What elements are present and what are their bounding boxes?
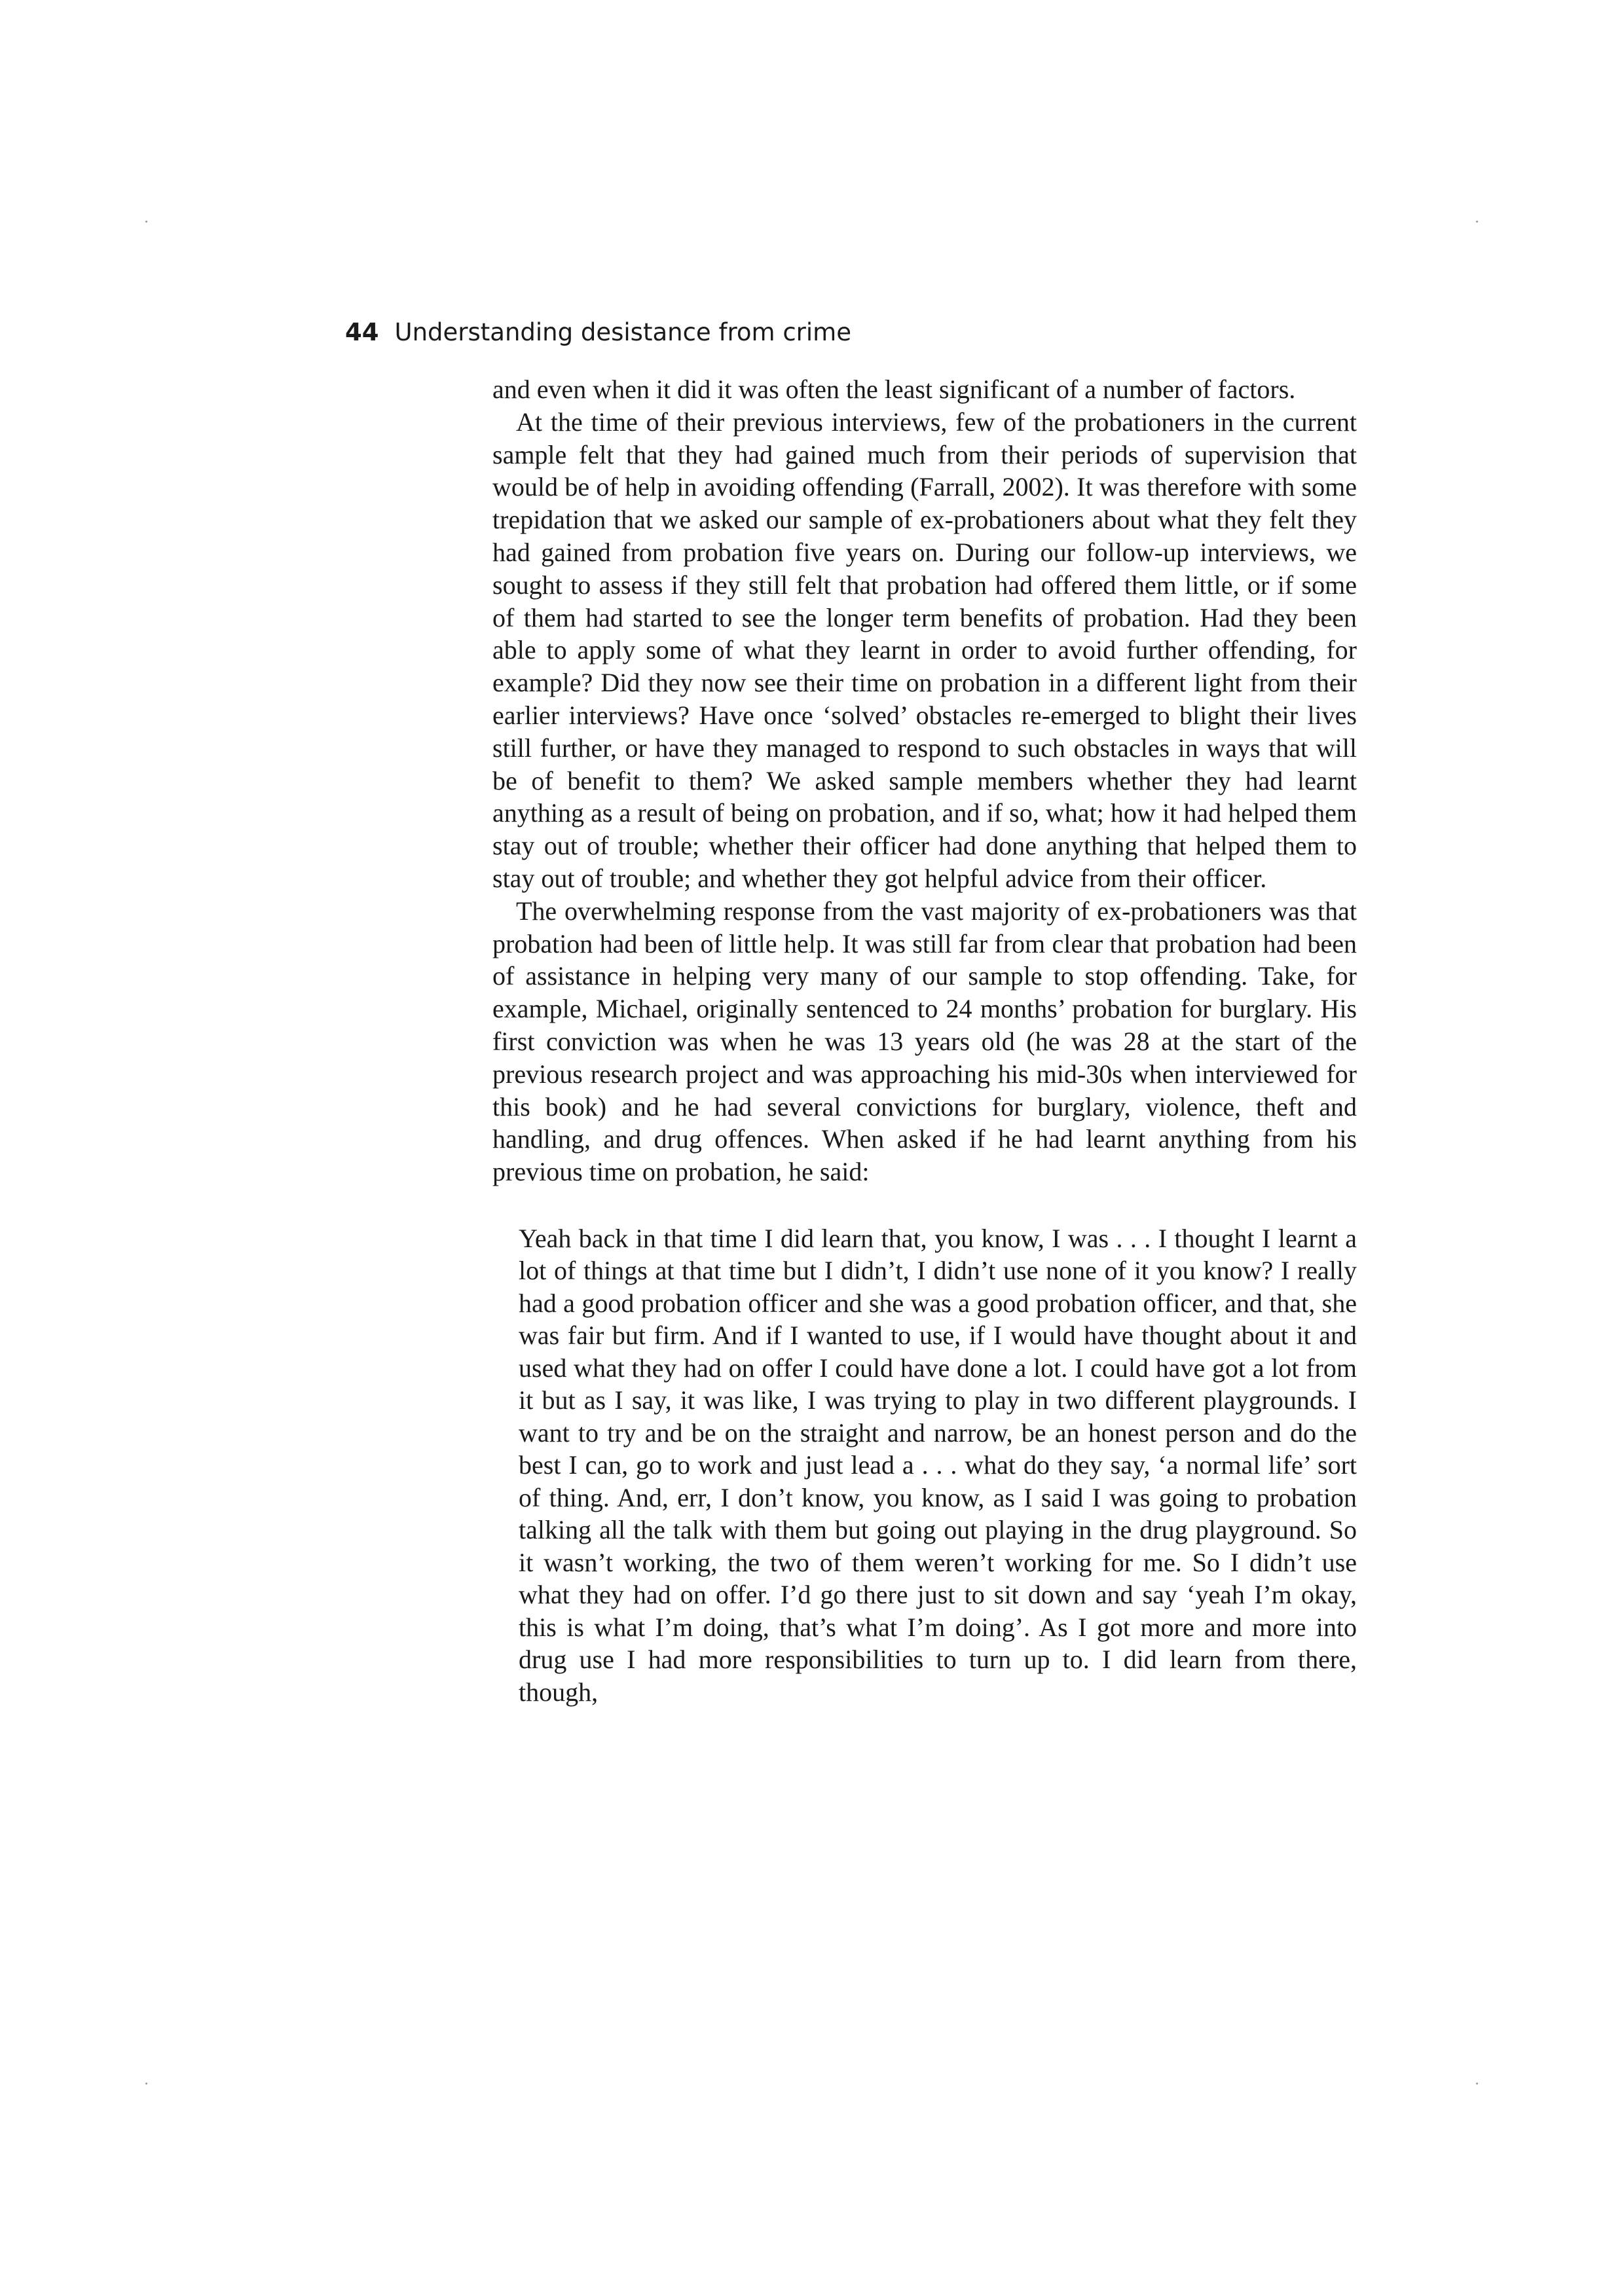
crop-mark-bottom-right [1476, 2083, 1478, 2085]
body-text [492, 373, 1357, 1708]
paragraph-continued: and even when it did it was often the least significant of a number of factors. [492, 374, 1296, 404]
block-quote: Yeah back in that time I did learn that, you know, I was . . . I thought I learnt a lot of things at that time but I didn’t, I didn’t use none of it you know? I really had a good probation officer and she was a good probation officer, and that, she was fair but firm. And if I wanted to use, if I would have thought about it and used what they had on offer I could have done a lot. I could have got a lot from it but as I say, it was like, I was trying to play in two different playgrounds. I want to try and be on the straight and narrow, be an honest person and do the best I can, go to work and just lead a . . . what do they say, ‘a normal life’ sort of thing. And, err, I don’t know, you know, as I said I was going to probation talking all the talk with them but going out playing in the drug playground. So it wasn’t working, the two of them weren’t working for me. So I didn’t use what they had on offer. I’d go there just to sit down and say ‘yeah I’m okay, this is what I’m doing, that’s what I’m doing’. As I got more and more into drug use I had more responsibilities to turn up to. I did learn from there, though, [519, 1223, 1357, 1707]
paragraph: The overwhelming response from the vast majority of ex-probationers was that probation had been of little help. It was still far from clear that probation had been of assistance in helping very many of our sample to stop offending. Take, for example, Michael, originally sentenced to 24 months’ probation for burglary. His first conviction was when he was 13 years old (he was 28 at the start of the previous research project and was approaching his mid-30s when interviewed for this book) and he had several convictions for burglary, violence, theft and handling, and drug offences. When asked if he had learnt anything from his previous time on probation, he said: [492, 896, 1357, 1187]
page-number: 44 [345, 318, 379, 346]
paragraph: At the time of their previous interviews, few of the probationers in the current sample felt that they had gained much from their periods of supervision that would be of help in avoiding offending (Farrall, 2002). It was therefore with some trepidation that we asked our sample of ex-probationers about what they felt they had gained from probation five years on. During our follow-up interviews, we sought to assess if they still felt that probation had offered them little, or if some of them had started to see the longer term benefits of probation. Had they been able to apply some of what they learnt in order to avoid further offending, for example? Did they now see their time on probation in a different light from their earlier interviews? Have once ‘solved’ obstacles re-emerged to blight their lives still further, or have they managed to respond to such obstacles in ways that will be of benefit to them? We asked sample members whether they had learnt anything as a result of being on probation, and if so, what; how it had helped them stay out of trouble; whether their officer had done anything that helped them to stay out of trouble; and whether they got helpful advice from their officer. [492, 407, 1357, 893]
crop-mark-top-right [1476, 221, 1478, 223]
crop-mark-top-left [145, 221, 147, 223]
running-head [345, 313, 851, 352]
crop-mark-bottom-left [145, 2083, 147, 2085]
running-title: Understanding desistance from crime [394, 318, 851, 346]
